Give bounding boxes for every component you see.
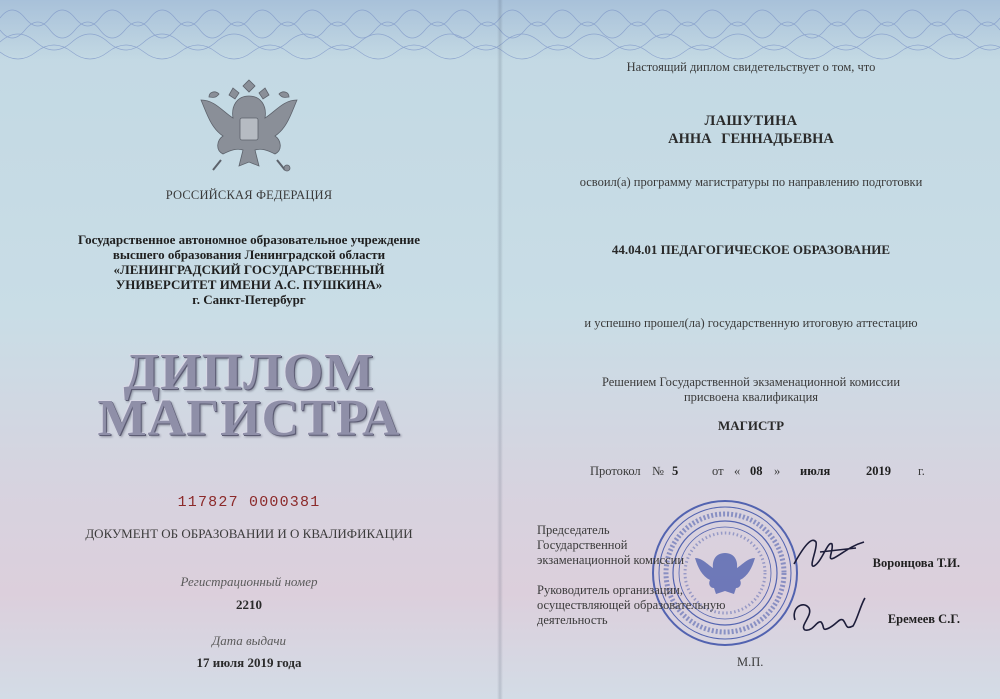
decision-line: присвоена квалификация <box>683 390 819 404</box>
diploma-cover-page <box>0 0 498 699</box>
protocol-number: 5 <box>672 464 679 478</box>
decision-line: Решением Государственной экзаменационной комиссии <box>601 375 901 389</box>
institution-line: «ЛЕНИНГРАДСКИЙ ГОСУДАРСТВЕННЫЙ <box>113 262 385 277</box>
protocol-month: июля <box>800 464 831 478</box>
registration-label: Регистрационный номер <box>180 574 318 589</box>
institution-line: УНИВЕРСИТЕТ ИМЕНИ А.С. ПУШКИНА» <box>115 277 383 292</box>
institution-name <box>0 232 498 307</box>
protocol-from: от <box>712 464 724 478</box>
graduate-given-names: АННА ГЕННАДЬЕВНА <box>668 131 834 147</box>
qualification: МАГИСТР <box>717 418 785 433</box>
chair-label <box>537 523 684 568</box>
title-line: ДИПЛОМ <box>123 344 375 401</box>
head-signature <box>787 590 867 640</box>
document-title <box>0 344 498 447</box>
protocol-label: Протокол <box>590 464 641 478</box>
chair-name: Воронцова Т.И. <box>872 556 960 570</box>
mastered-text: освоил(а) программу магистратуры по направлению подготовки <box>579 175 923 189</box>
stamp-place: М.П. <box>737 655 764 669</box>
protocol-year: 2019 <box>866 464 891 478</box>
head-label-line: осуществляющей образовательную <box>537 598 726 612</box>
document-type: ДОКУМЕНТ ОБ ОБРАЗОВАНИИ И О КВАЛИФИКАЦИИ <box>85 526 413 541</box>
double-headed-eagle-emblem-icon <box>193 70 305 182</box>
protocol-quote-open: « <box>734 464 741 478</box>
head-label-line: деятельность <box>537 613 608 627</box>
country-name: РОССИЙСКАЯ ФЕДЕРАЦИЯ <box>165 188 333 202</box>
head-label <box>537 583 725 628</box>
chair-signature <box>790 528 870 578</box>
institution-line: г. Санкт-Петербург <box>192 292 306 307</box>
intro-text: Настоящий диплом свидетельствует о том, что <box>626 60 876 74</box>
program-name: 44.04.01 ПЕДАГОГИЧЕСКОЕ ОБРАЗОВАНИЕ <box>611 242 891 257</box>
head-name: Еремеев С.Г. <box>887 612 960 626</box>
head-label-line: Руководитель организации, <box>537 583 683 597</box>
institution-line: Государственное автономное образовательное учреждение <box>77 232 421 247</box>
graduate-surname: ЛАШУТИНА <box>704 113 798 129</box>
commission-decision <box>502 375 1000 405</box>
title-line: МАГИСТРА <box>97 390 401 447</box>
chair-label-line: Председатель <box>537 523 610 537</box>
protocol-quote-close: » <box>774 464 781 478</box>
issue-date: 17 июля 2019 года <box>196 655 302 670</box>
institution-line: высшего образования Ленинградской области <box>112 247 386 262</box>
attestation-text: и успешно прошел(ла) государственную итоговую аттестацию <box>584 316 918 330</box>
registration-number: 2210 <box>236 597 262 612</box>
chair-label-line: экзаменационной комиссии <box>537 553 685 567</box>
protocol-day: 08 <box>750 464 763 478</box>
diploma-content-page <box>502 0 1000 699</box>
issue-date-label: Дата выдачи <box>211 633 287 648</box>
serial-number: 117827 0000381 <box>177 494 321 511</box>
protocol-year-suffix: г. <box>918 464 925 478</box>
chair-label-line: Государственной <box>537 538 628 552</box>
protocol-number-sign: № <box>652 464 664 478</box>
